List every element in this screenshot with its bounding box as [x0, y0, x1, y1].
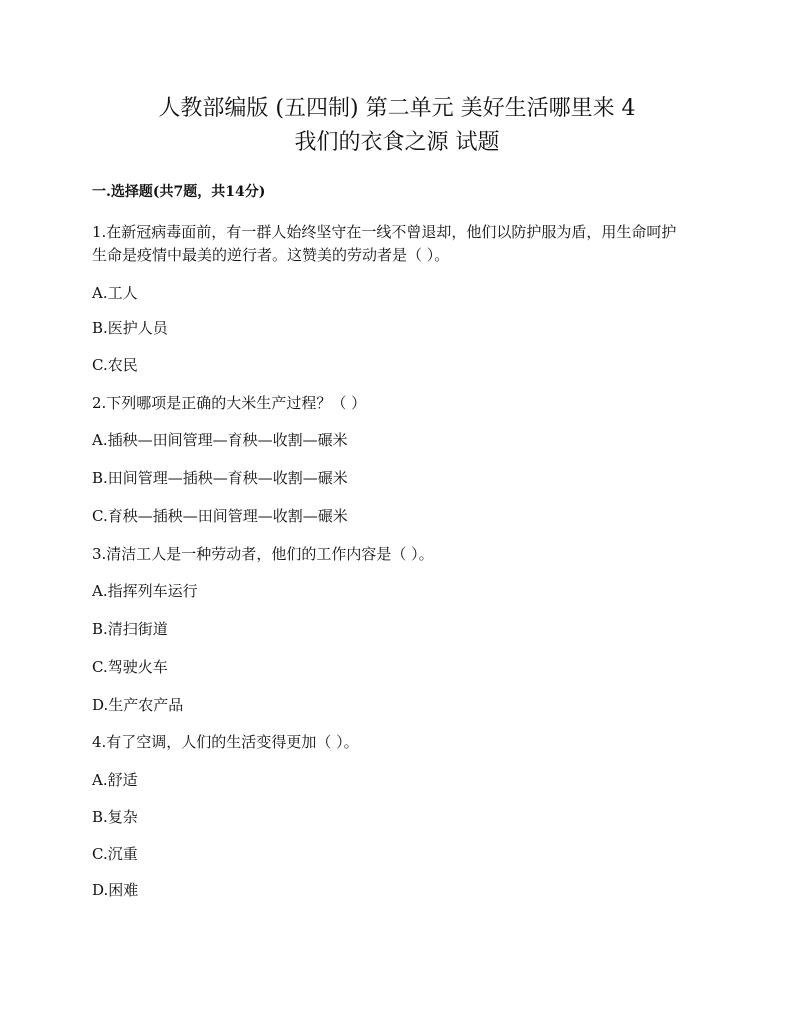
question-2-option-b: B.田间管理—插秧—育秧—收割—碾米	[92, 469, 348, 487]
question-4-option-c: C.沉重	[92, 845, 138, 863]
question-4-option-d: D.困难	[92, 881, 139, 899]
question-1-stem-line-1: 1.在新冠病毒面前，有一群人始终坚守在一线不曾退却，他们以防护服为盾，用生命呵护	[92, 223, 677, 241]
question-3-option-c: C.驾驶火车	[92, 658, 168, 676]
question-2-option-a: A.插秧—田间管理—育秧—收割—碾米	[92, 431, 348, 449]
question-4-option-b: B.复杂	[92, 808, 138, 826]
question-1-option-a: A.工人	[92, 284, 138, 302]
question-1-option-b: B.医护人员	[92, 319, 168, 337]
question-2-option-c: C.育秧—插秧—田间管理—收割—碾米	[92, 507, 348, 525]
question-1-stem-line-2: 生命是疫情中最美的逆行者。这赞美的劳动者是（ ）。	[92, 246, 450, 264]
document-title-line-1: 人教部编版 (五四制) 第二单元 美好生活哪里来 4	[158, 96, 636, 121]
section-heading: 一.选择题(共7题，共14分)	[92, 184, 266, 200]
question-3-option-d: D.生产农产品	[92, 696, 184, 714]
document-title-line-2: 我们的衣食之源 试题	[294, 130, 500, 155]
question-1-option-c: C.农民	[92, 356, 138, 374]
question-3-stem: 3.清洁工人是一种劳动者，他们的工作内容是（ ）。	[92, 545, 434, 563]
question-3-option-b: B.清扫街道	[92, 620, 168, 638]
question-4-stem: 4.有了空调，人们的生活变得更加（ ）。	[92, 733, 359, 751]
question-4-option-a: A.舒适	[92, 771, 138, 789]
question-3-option-a: A.指挥列车运行	[92, 582, 198, 600]
question-2-stem: 2.下列哪项是正确的大米生产过程？（ ）	[92, 394, 367, 412]
